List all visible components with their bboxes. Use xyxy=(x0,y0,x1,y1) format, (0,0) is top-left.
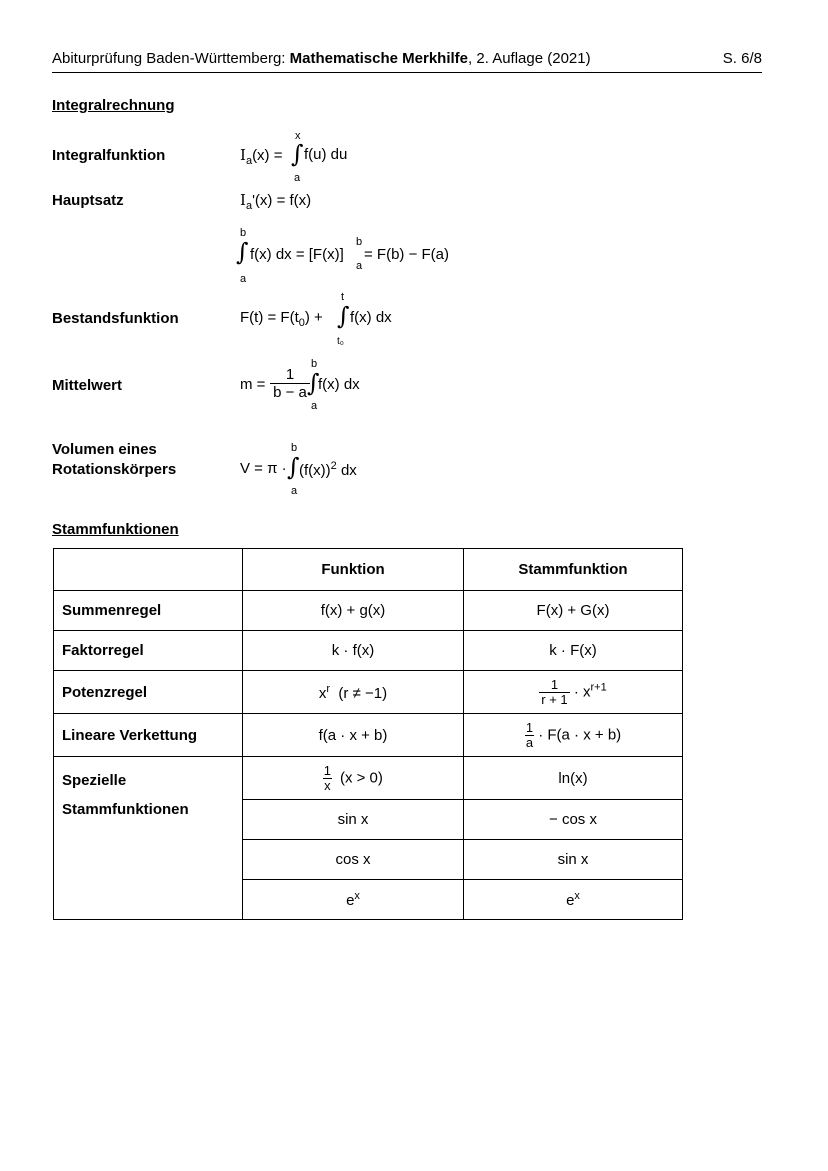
cell-stammfunktion: − cos x xyxy=(464,800,683,840)
cell-funktion: sin x xyxy=(243,800,464,840)
numerator: 1 xyxy=(525,719,534,735)
exp-base: e xyxy=(346,892,355,909)
potenz-exp: r xyxy=(326,682,331,695)
lower-limit: a xyxy=(294,172,301,184)
bracket-upper: b xyxy=(356,236,363,248)
row-name-line2: Stammfunktionen xyxy=(62,801,189,818)
cell-funktion xyxy=(243,671,464,714)
header-suffix: , 2. Auflage (2021) xyxy=(468,50,591,67)
fraction xyxy=(323,764,332,793)
f-i-right: (x) = xyxy=(252,147,283,164)
fraction xyxy=(539,678,569,707)
b-left: F(t) = F(t xyxy=(240,309,299,326)
label-bestandsfunktion: Bestandsfunktion xyxy=(52,310,179,327)
header-stammfunktion: Stammfunktion xyxy=(464,549,683,591)
integrand: f(u) du xyxy=(304,146,348,163)
denominator: x xyxy=(324,777,331,793)
stammfunktionen-table xyxy=(53,548,683,920)
volumen-left: V = π · xyxy=(240,460,287,477)
page-number: S. 6/8 xyxy=(722,50,762,67)
potenz-cond: (r ≠ −1) xyxy=(338,684,388,702)
volumen-integrand xyxy=(299,460,357,479)
upper-limit: b xyxy=(311,358,318,370)
label-hauptsatz: Hauptsatz xyxy=(52,192,124,209)
label-volumen-line1: Volumen eines xyxy=(52,441,157,458)
table-row xyxy=(54,714,683,757)
table-row xyxy=(54,757,683,800)
speziell-cond: (x > 0) xyxy=(339,768,383,786)
h-i: I xyxy=(240,191,246,209)
section-integralrechnung: Integralrechnung xyxy=(52,97,175,114)
table-row xyxy=(54,591,683,631)
row-name: Summenregel xyxy=(54,591,243,631)
label-volumen-line2: Rotationskörpers xyxy=(52,461,177,478)
formula-bestandsfunktion xyxy=(240,309,323,329)
lower-limit: a xyxy=(240,273,247,285)
header-title-bold: Mathematische Merkhilfe xyxy=(289,50,469,67)
upper-limit: x xyxy=(295,130,301,142)
b-end: ) + xyxy=(304,309,323,326)
upper-limit: b xyxy=(240,227,247,239)
mittelwert-left: m = xyxy=(240,376,266,393)
denominator: r + 1 xyxy=(541,691,568,707)
page-header xyxy=(52,48,762,73)
potenz-base: x xyxy=(318,684,327,702)
row-name: Potenzregel xyxy=(54,671,243,714)
integral-sign: ∫ xyxy=(236,238,249,266)
vol-integrand: (f(x)) xyxy=(299,462,331,479)
label-volumen xyxy=(52,440,176,480)
header-funktion: Funktion xyxy=(243,549,464,591)
cell-stammfunktion: k · F(x) xyxy=(464,631,683,671)
header-empty xyxy=(54,549,243,591)
fraction xyxy=(525,721,534,750)
potenz-F-rest: · x xyxy=(569,682,591,700)
h-i-sub: a xyxy=(245,200,253,212)
f-i: I xyxy=(240,146,246,164)
verkettung-F-rest: · F(a · x + b) xyxy=(534,725,622,743)
integrand: f(x) dx xyxy=(318,376,360,393)
cell-stammfunktion xyxy=(464,671,683,714)
integrand: f(x) dx xyxy=(350,309,392,326)
cell-stammfunktion: F(x) + G(x) xyxy=(464,591,683,631)
cell-funktion: cos x xyxy=(243,840,464,880)
exp-F-base: e xyxy=(566,892,575,909)
table-row xyxy=(54,671,683,714)
exp-exp: x xyxy=(354,890,360,902)
integrand: f(x) dx = [F(x)] xyxy=(250,246,344,263)
cell-funktion xyxy=(243,757,464,800)
integral-sign: ∫ xyxy=(307,369,320,397)
cell-funktion: k · f(x) xyxy=(243,631,464,671)
upper-limit: b xyxy=(291,442,298,454)
bracket-lower: a xyxy=(356,260,363,272)
lower-limit: a xyxy=(291,485,298,497)
cell-stammfunktion xyxy=(464,714,683,757)
cell-stammfunktion xyxy=(464,880,683,920)
lower-limit: t₀ xyxy=(337,336,344,347)
row-name: Faktorregel xyxy=(54,631,243,671)
vol-power: 2 xyxy=(330,460,337,472)
h-rest: '(x) = f(x) xyxy=(252,192,312,209)
cell-funktion: f(a · x + b) xyxy=(243,714,464,757)
upper-limit: t xyxy=(341,291,345,303)
numerator: 1 xyxy=(285,366,295,383)
potenz-F-exp: r+1 xyxy=(590,680,607,693)
section-stammfunktionen: Stammfunktionen xyxy=(52,521,179,538)
table-header-row xyxy=(54,549,683,591)
cell-stammfunktion: ln(x) xyxy=(464,757,683,800)
cell-funktion xyxy=(243,880,464,920)
integral-sign: ∫ xyxy=(291,140,304,168)
row-name-line1: Spezielle xyxy=(62,772,127,789)
row-name: Lineare Verkettung xyxy=(54,714,243,757)
row-name-spezielle xyxy=(54,757,243,920)
header-title xyxy=(52,50,591,67)
fraction xyxy=(270,366,310,401)
lower-limit: a xyxy=(311,400,318,412)
label-integralfunktion: Integralfunktion xyxy=(52,147,166,164)
table-row xyxy=(54,631,683,671)
cell-funktion: f(x) + g(x) xyxy=(243,591,464,631)
numerator: 1 xyxy=(323,762,331,778)
formula-integralfunktion xyxy=(240,146,282,186)
label-mittelwert: Mittelwert xyxy=(52,377,123,394)
vol-rest: dx xyxy=(336,462,357,479)
b-sub: 0 xyxy=(298,317,305,329)
header-prefix: Abiturprüfung Baden-Württemberg: xyxy=(52,50,290,67)
hauptsatz-rest: = F(b) − F(a) xyxy=(364,246,450,263)
denominator: b − a xyxy=(270,383,310,401)
integral-sign: ∫ xyxy=(287,453,300,481)
integral-sign: ∫ xyxy=(337,302,350,330)
cell-stammfunktion: sin x xyxy=(464,840,683,880)
denominator: a xyxy=(525,734,534,750)
formula-hauptsatz xyxy=(240,191,311,212)
numerator: 1 xyxy=(550,676,559,692)
exp-F-exp: x xyxy=(574,890,580,902)
f-i-sub: a xyxy=(245,155,253,167)
